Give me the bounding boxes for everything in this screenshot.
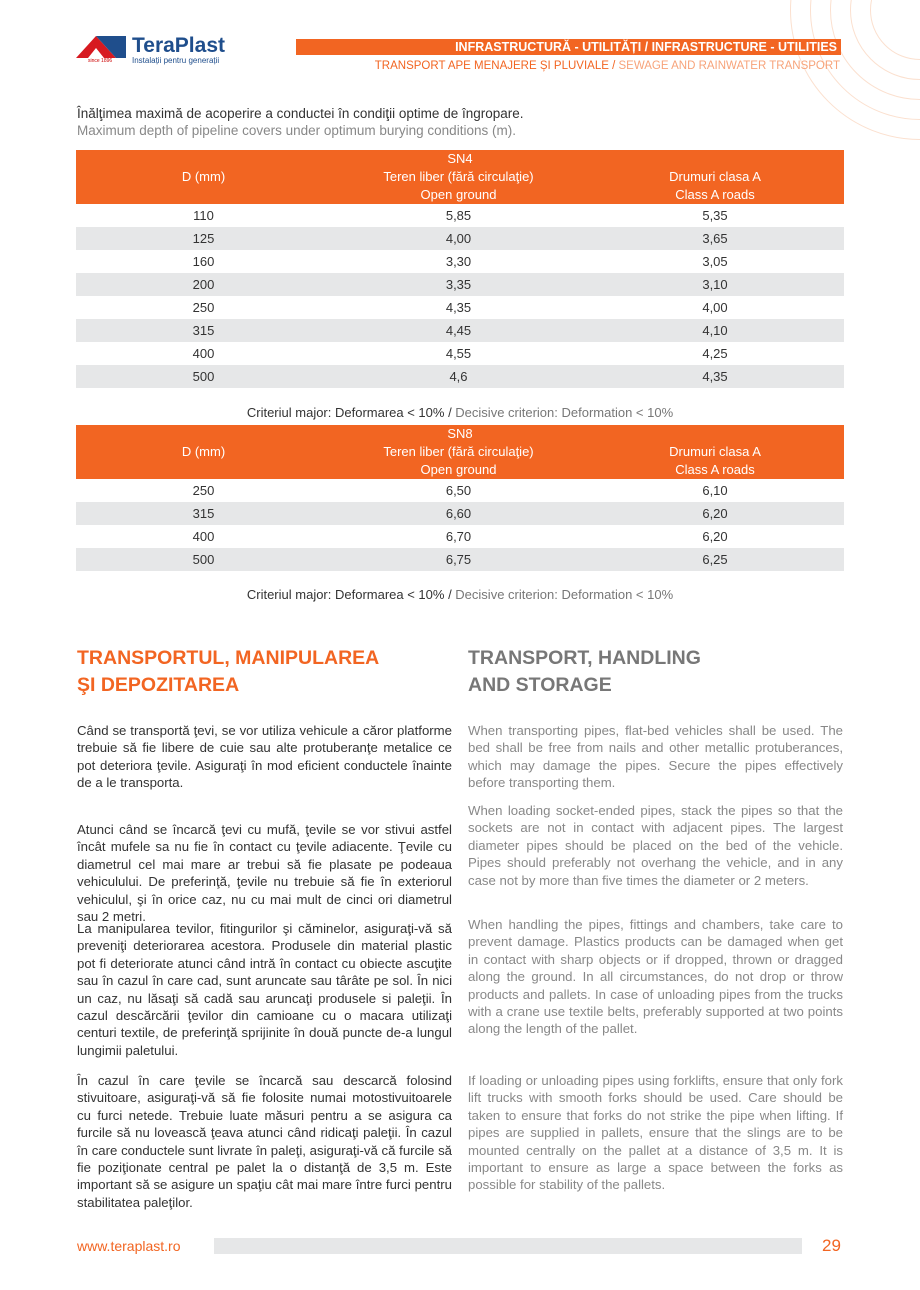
table-cell: 4,45 — [331, 319, 586, 342]
intro-en: Maximum depth of pipeline covers under optimum burying conditions (m). — [77, 123, 516, 138]
heading-ro-line1: TRANSPORTUL, MANIPULAREA — [77, 647, 380, 669]
column-header-diameter — [76, 443, 331, 479]
section-heading-en — [468, 645, 701, 699]
table-cell: 3,30 — [445, 254, 472, 269]
col-label: Teren liber (fără circulaţie) — [383, 169, 534, 184]
col-label: Drumuri clasa A — [669, 169, 761, 184]
table-cell: 4,35 — [586, 365, 844, 388]
category-banner: INFRASTRUCTURĂ - UTILITĂȚI / INFRASTRUCTURE - UTILITIES — [296, 39, 841, 55]
criterion-en: Decisive criterion: Deformation < 10% — [455, 405, 674, 420]
col-label: Open ground — [420, 462, 497, 477]
table-row — [76, 342, 844, 365]
table-cell: 125 — [76, 227, 331, 250]
subcategory — [375, 60, 840, 72]
table-cell: 3,05 — [702, 254, 728, 269]
logo-mark-icon — [76, 34, 126, 66]
table-row — [76, 525, 844, 548]
table-cell: 6,20 — [586, 502, 844, 525]
table-cell: 400 — [192, 346, 215, 361]
col-label: Open ground — [420, 187, 497, 202]
paragraph-en: When transporting pipes, flat-bed vehicles shall be used. The bed shall be free from nails and other metallic protuberances, which may damage the pipes. Secure the pipes effectively before transporting them. — [468, 723, 843, 791]
logo-since: since 1896 — [88, 58, 113, 64]
heading-ro-line2: ŞI DEPOZITAREA — [77, 674, 240, 696]
table-row — [76, 479, 844, 502]
table-cell: 4,6 — [331, 365, 586, 388]
teraplast-logo[interactable] — [76, 34, 225, 66]
paragraph-en: When handling the pipes, fittings and chambers, take care to prevent damage. Plastics products can be damaged when get in contact with sharp objects or if dropped, thrown or dragged along the ground. In all circumstances, do not drop or throw products and pallets. In case of unloading pipes from the trucks with a crane use textile belts, preferably supported at two points along the length of the pallet. — [468, 917, 843, 1037]
table-cell: 4,55 — [445, 346, 472, 361]
table-cell: 5,85 — [445, 208, 472, 223]
table-cell: 250 — [192, 483, 215, 498]
table-title: SN4 — [76, 150, 844, 168]
paragraph-en: If loading or unloading pipes using forklifts, ensure that only fork lift trucks with smooth forks should be used. Care should be taken to ensure that forks do not strike the pipe when lifting. If pipes are supplied in pallets, ensure that the slings are to be mounted centrally on the pallet at a distance of 3,5 m. It is important to ensure as large a space between the forks as possible for stability of the pallets. — [468, 1073, 843, 1193]
logo-tagline: Instalații pentru generații — [132, 56, 220, 65]
col-label: D (mm) — [181, 444, 226, 459]
table-cell: 6,50 — [445, 483, 472, 498]
table-cell: 6,10 — [702, 483, 728, 498]
heading-en-line2: AND STORAGE — [468, 674, 612, 696]
paragraph-ro: În cazul în care ţevile se încarcă sau descarcă folosind stivuitoare, asiguraţi-vă să fie folosite numai motostivuitoarele cu furci netede. Trebuie luate măsuri pentru a se asigura ca furcile să nu lovească ţeava atunci când ridicaţi paleţii. În cazul în care conductele sunt livrate în paleţi, asiguraţi-vă că furcile să fie poziţionate central pe palet la o distanţă de 3,5 m. Este important să se asigure un spaţiu cât mai mare între furci pentru stabilitatea paleţilor. — [77, 1073, 452, 1210]
subcategory-ro: TRANSPORT APE MENAJERE ȘI PLUVIALE / — [374, 60, 616, 72]
table-cell: 500 — [76, 548, 331, 571]
col-label: D (mm) — [181, 169, 226, 184]
table-cell: 6,75 — [331, 548, 586, 571]
criterion-ro: Criteriul major: Deformarea < 10% / — [246, 405, 456, 420]
table-row — [76, 296, 844, 319]
table-row — [76, 365, 844, 388]
table-title: SN8 — [76, 425, 844, 443]
column-header-open-ground — [331, 443, 586, 479]
heading-en-line1: TRANSPORT, HANDLING — [468, 647, 701, 669]
paragraph-ro: La manipularea tevilor, fitingurilor şi căminelor, asiguraţi-vă să preveniţi deteriorarea acestora. Produsele din material plastic pot fi deteriorate atunci când intră în contact cu obiecte ascuţite sau în cazul în care cad, sunt aruncate sau târâte pe sol. În nici un caz, nu lăsaţi să cadă sau aruncaţi produsele si paleţii. În cazul descărcării ţevilor din camioane cu o macara utilizaţi centuri textile, de preferinţă sprijinite în două puncte de-a lungul lungimii paletului. — [77, 921, 452, 1058]
table-cell: 200 — [76, 273, 331, 296]
criterion-en: Decisive criterion: Deformation < 10% — [455, 587, 674, 602]
table-cell: 315 — [76, 502, 331, 525]
table-cell: 6,20 — [702, 529, 728, 544]
table-cell: 160 — [192, 254, 215, 269]
footer-url[interactable]: www.teraplast.ro — [77, 1238, 181, 1254]
sn4-table — [76, 150, 844, 388]
footer-bar — [214, 1238, 802, 1254]
criterion-note — [76, 587, 844, 602]
table-cell: 6,25 — [586, 548, 844, 571]
table-row — [76, 250, 844, 273]
table-cell: 3,10 — [586, 273, 844, 296]
intro-ro: Înălţimea maximă de acoperire a conductei în condiţii optime de îngropare. — [77, 106, 524, 121]
subcategory-en: SEWAGE AND RAINWATER TRANSPORT — [615, 60, 840, 72]
criterion-ro: Criteriul major: Deformarea < 10% / — [246, 587, 456, 602]
table-cell: 4,00 — [702, 300, 728, 315]
criterion-note — [76, 405, 844, 420]
table-cell: 6,60 — [331, 502, 586, 525]
table-cell: 6,70 — [445, 529, 472, 544]
sn8-table — [76, 425, 844, 571]
column-header-class-a-roads — [586, 443, 844, 479]
table-cell: 3,65 — [586, 227, 844, 250]
column-header-class-a-roads — [586, 168, 844, 204]
table-cell: 4,10 — [586, 319, 844, 342]
table-row — [76, 227, 844, 250]
table-cell: 3,35 — [331, 273, 586, 296]
section-heading-ro — [77, 645, 379, 699]
column-header-open-ground — [331, 168, 586, 204]
table-cell: 400 — [192, 529, 215, 544]
logo-brand: TeraPlast — [132, 34, 225, 57]
paragraph-en: When loading socket-ended pipes, stack the pipes so that the sockets are not in contact with adjacent pipes. The largest diameter pipes should be placed on the bed of the vehicle. Pipes should preferably not overhang the vehicle, and in any case not by more than five times the diameter or 2 meters. — [468, 803, 843, 888]
table-cell: 250 — [192, 300, 215, 315]
paragraph-ro: Când se transportă ţevi, se vor utiliza vehicule a căror platforme trebuie să fie libere de cuie sau alte protuberanţe metalice ce pot deteriora ţevile. Asiguraţi în mod eficient conductele înainte de a le transporta. — [77, 723, 452, 791]
col-label: Class A roads — [675, 462, 755, 477]
col-label: Class A roads — [675, 187, 755, 202]
table-cell: 110 — [193, 208, 214, 223]
decorative-arcs — [680, 0, 920, 150]
col-label: Teren liber (fără circulaţie) — [383, 444, 534, 459]
col-label: Drumuri clasa A — [669, 444, 761, 459]
table-cell: 5,35 — [702, 208, 728, 223]
table-row — [76, 204, 844, 227]
table-cell: 4,35 — [445, 300, 472, 315]
table-cell: 315 — [76, 319, 331, 342]
paragraph-ro: Atunci când se încarcă ţevi cu mufă, ţevile se vor stivui astfel încât mufele sa nu fie în contact cu ţevile adiacente. Ţevile cu diametrul cel mai mare ar trebui să fie plasate pe podeaua vehiculului. De preferinţă, ţevile nu trebuie să fie în exteriorul vehiculul, şi în orice caz, nu cu mai mult de cinci ori diametrul sau 2 metri. — [77, 822, 452, 925]
table-row — [76, 502, 844, 525]
table-cell: 500 — [76, 365, 331, 388]
table-row — [76, 319, 844, 342]
table-cell: 4,25 — [702, 346, 728, 361]
table-row — [76, 273, 844, 296]
table-cell: 4,00 — [331, 227, 586, 250]
column-header-diameter — [76, 168, 331, 204]
page-number: 29 — [822, 1236, 841, 1255]
table-row — [76, 548, 844, 571]
